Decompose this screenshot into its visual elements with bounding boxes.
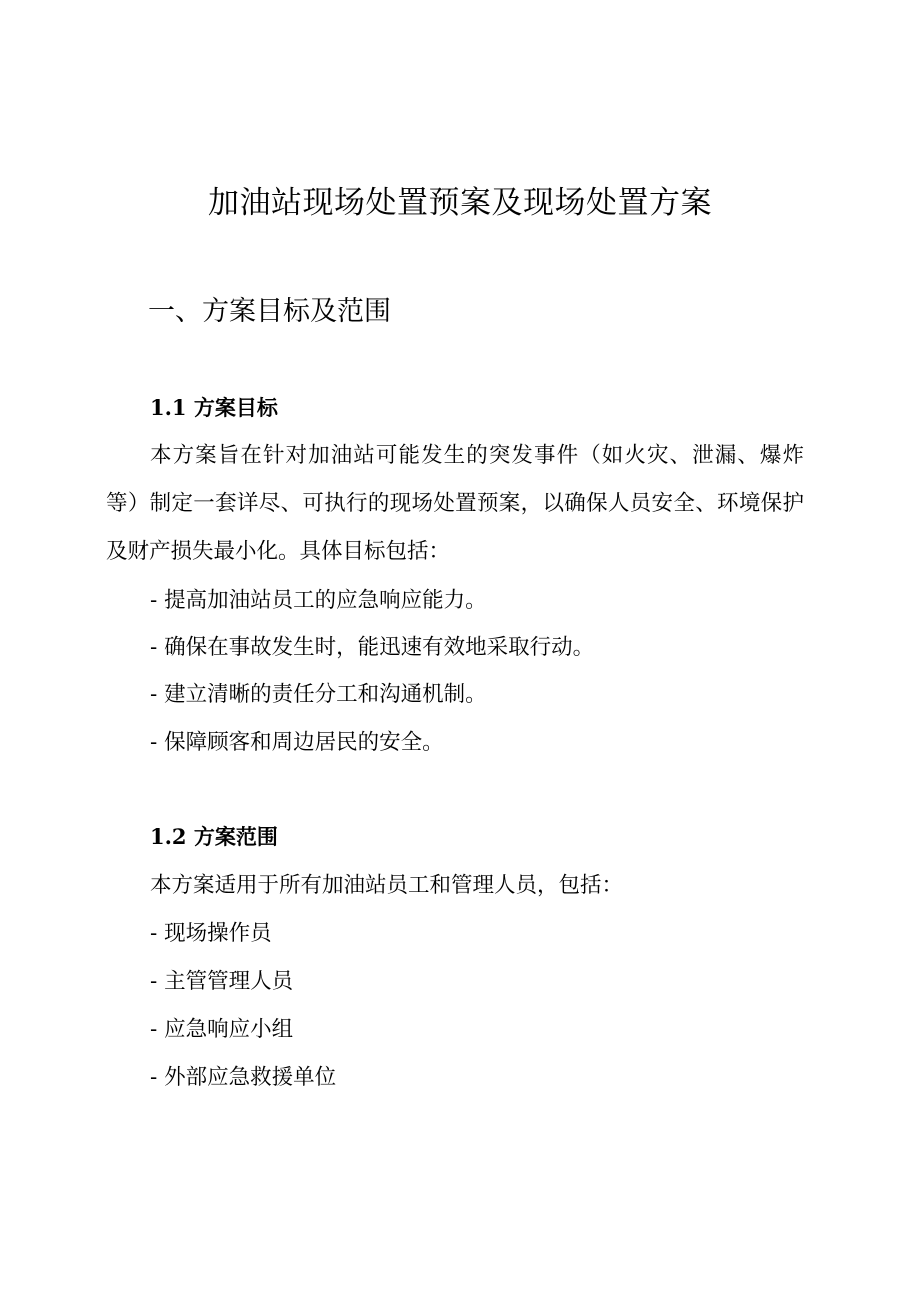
scope-intro: 本方案适用于所有加油站员工和管理人员，包括： xyxy=(150,873,624,898)
scope-list-item-1: - 现场操作员 xyxy=(150,921,272,946)
goal-list-item-1: - 提高加油站员工的应急响应能力。 xyxy=(150,588,487,613)
scope-list-item-3: - 应急响应小组 xyxy=(150,1017,294,1042)
goal-list-item-3: - 建立清晰的责任分工和沟通机制。 xyxy=(150,682,487,707)
scope-list-item-4: - 外部应急救援单位 xyxy=(150,1065,337,1090)
subsection-1-1-paragraph: 本方案旨在针对加油站可能发生的突发事件（如火灾、泄漏、爆炸等）制定一套详尽、可执行的现场处置预案，以确保人员安全、环境保护及财产损失最小化。具体目标包括： xyxy=(106,443,804,564)
goal-list-item-2: - 确保在事故发生时，能迅速有效地采取行动。 xyxy=(150,635,595,660)
goal-list-item-4: - 保障顾客和周边居民的安全。 xyxy=(150,730,444,755)
scope-list-item-2: - 主管管理人员 xyxy=(150,969,294,994)
section-heading-1: 一、方案目标及范围 xyxy=(148,296,391,327)
subsection-heading-1-2: 1.2 方案范围 xyxy=(150,824,278,849)
subsection-heading-1-1: 1.1 方案目标 xyxy=(150,395,278,420)
document-title: 加油站现场处置预案及现场处置方案 xyxy=(208,185,712,221)
